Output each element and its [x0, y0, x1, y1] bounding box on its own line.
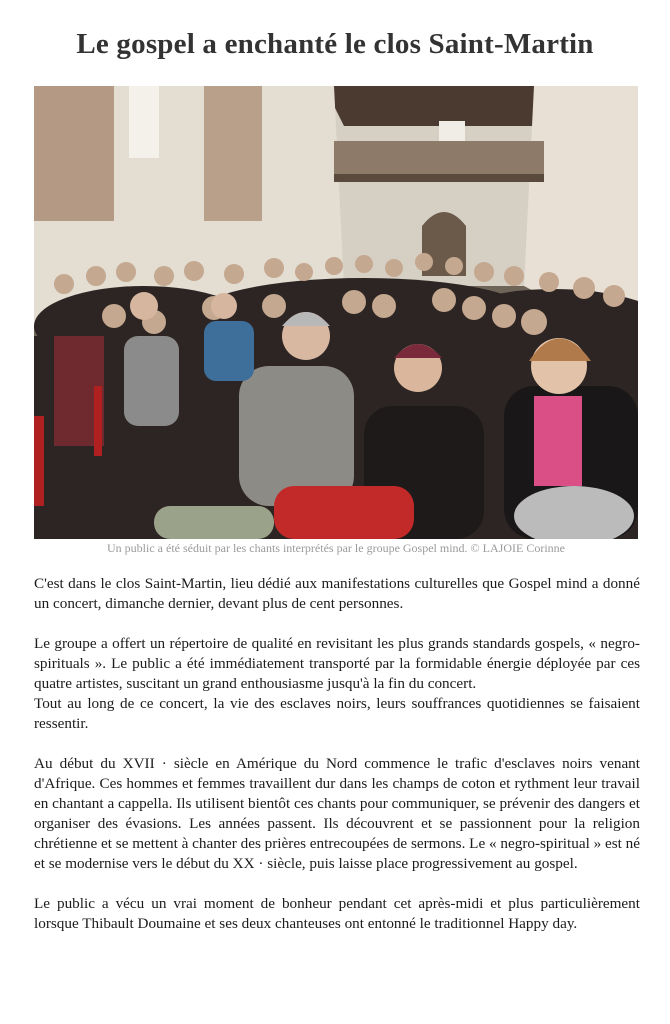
article-paragraph: Tout au long de ce concert, la vie des esclaves noirs, leurs souffrances quotidiennes se faisaient ressentir.: [34, 695, 640, 732]
concert-photo: [34, 86, 638, 539]
article-body: [34, 574, 640, 934]
photo-caption: Un public a été séduit par les chants interprétés par le groupe Gospel mind. © LAJOIE Corinne: [107, 541, 565, 555]
article-paragraph: Le public a vécu un vrai moment de bonheur pendant cet après-midi et plus particulièrement lorsque Thibault Doumaine et ses deux chanteuses ont entonné le traditionnel Happy day.: [34, 895, 640, 932]
paragraph-gap: [34, 874, 640, 894]
paragraph-gap: [34, 614, 640, 634]
article-paragraph: C'est dans le clos Saint-Martin, lieu dédié aux manifestations culturelles que Gospel mind a donné un concert, dimanche dernier, devant plus de cent personnes.: [34, 575, 640, 612]
paragraph-gap: [34, 734, 640, 754]
article-paragraph: Au début du XVII · siècle en Amérique du Nord commence le trafic d'esclaves noirs venant d'Afrique. Ces hommes et femmes travaillent dur dans les champs de coton et rythment leur travail en chantant a cappella. Ils utilisent bientôt ces chants pour communiquer, se prévenir des dangers et organiser des évasions. Les années passent. Ils découvrent et se passionnent pour la religion chrétienne et se mettent à chanter des prières entrecoupées de sermons. Le « negro-spiritual » est né et se modernise vers le début du XX · siècle, puis laisse place progressivement au gospel.: [34, 755, 640, 872]
article-paragraph: Le groupe a offert un répertoire de qualité en revisitant les plus grands standards gospels, « negro-spirituals ». Le public a été immédiatement transporté par la formidable énergie déployée par ces quatre artistes, suscitant un grand enthousiasme jusqu'à la fin du concert.: [34, 635, 640, 692]
concert-audience-illustration: [34, 86, 638, 539]
article-headline: Le gospel a enchanté le clos Saint-Martin: [76, 28, 594, 60]
